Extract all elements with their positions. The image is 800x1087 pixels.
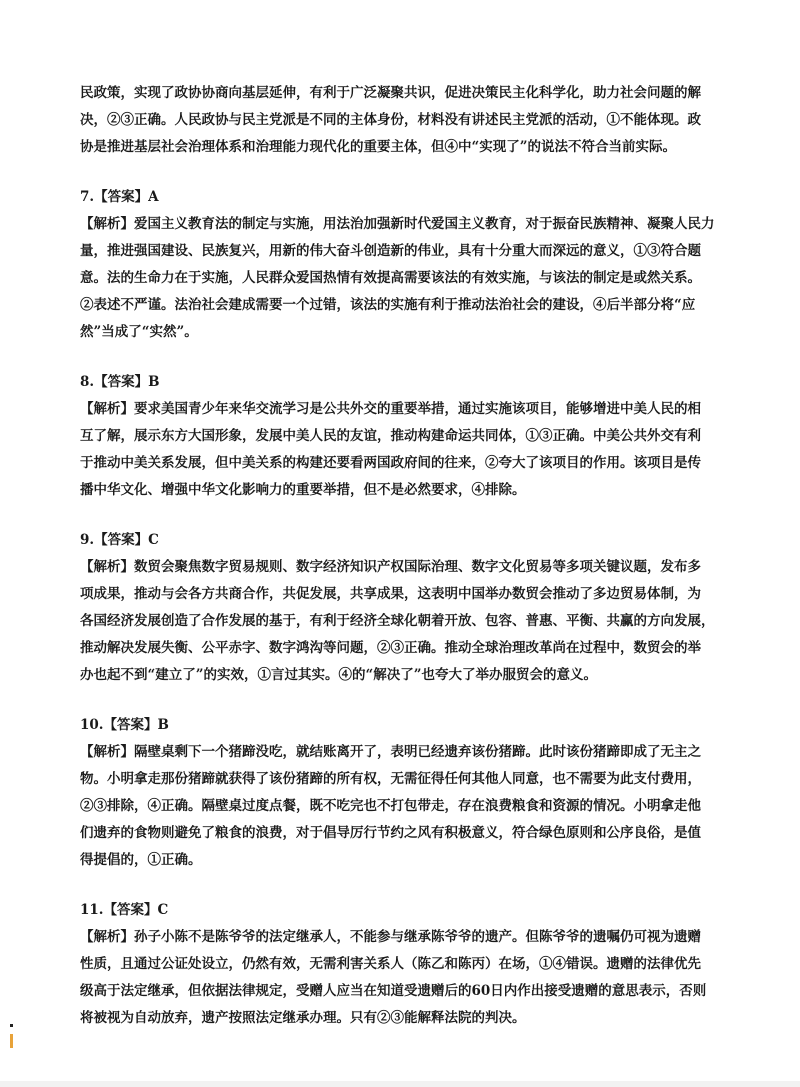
text-line: ②③排除，④正确。隔壁桌过度点餐，既不吃完也不打包带走，存在浪费粮食和资源的情况。小明拿走他: [80, 798, 701, 814]
answer-heading: 7.【答案】A: [80, 189, 159, 205]
text-line: ②表述不严谨。法治社会建成需要一个过错，该法的实施有利于推动法治社会的建设，④后半部分将“应: [80, 297, 696, 313]
answer-item-10: [80, 712, 730, 874]
text-line: 于推动中美关系发展，但中美关系的构建还要看两国政府间的往来，②夸大了该项目的作用。该项目是传: [80, 455, 701, 471]
intro-paragraph: [80, 80, 730, 161]
text-line: [80, 211, 730, 238]
text-line: 项成果，推动与会各方共商合作，共促发展，共享成果，这表明中国举办数贸会推动了多边贸易体制，为: [80, 586, 701, 602]
text-line: 各国经济发展创造了合作发展的基于，有利于经济全球化朝着开放、包容、普惠、平衡、共赢的方向发展，: [80, 613, 715, 629]
text-line-content: 爱国主义教育法的制定与实施，用法治加强新时代爱国主义教育，对于振奋民族精神、凝聚人民力: [134, 216, 715, 232]
text-line: 播中华文化、增强中华文化影响力的重要举措，但不是必然要求，④排除。: [80, 482, 526, 498]
text-line: 然”当成了“实然”。: [80, 324, 198, 340]
text-line-content: 隔壁桌剩下一个猪蹄没吃，就结账离开了，表明已经遗弃该份猪蹄。此时该份猪蹄即成了无主之: [134, 744, 701, 760]
analysis-label: 【解析】: [80, 401, 134, 417]
analysis-label: 【解析】: [80, 216, 134, 232]
text-line: 办也起不到“建立了”的实效，①言过其实。④的“解决了”也夸大了举办服贸会的意义。: [80, 667, 598, 683]
text-line: 推动解决发展失衡、公平赤字、数字鸿沟等问题，②③正确。推动全球治理改革尚在过程中，数贸会的举: [80, 640, 701, 656]
answer-heading: 9.【答案】C: [80, 532, 159, 548]
text-line: 民政策，实现了政协协商向基层延伸，有利于广泛凝聚共识，促进决策民主化科学化，助力社会问题的解: [80, 85, 701, 101]
answer-item-8: [80, 369, 730, 504]
text-line: 将被视为自动放弃，遗产按照法定继承办理。只有②③能解释法院的判决。: [80, 1010, 526, 1026]
text-line: 量，推进强国建设、民族复兴，用新的伟大奋斗创造新的伟业，具有十分重大而深远的意义，①③符合题: [80, 243, 701, 259]
text-line: [80, 396, 730, 423]
text-line: 得提倡的，①正确。: [80, 852, 202, 868]
text-line: 决，②③正确。人民政协与民主党派是不同的主体身份，材料没有讲述民主党派的活动，①不能体现。政: [80, 112, 701, 128]
text-line: 物。小明拿走那份猪蹄就获得了该份猪蹄的所有权，无需征得任何其他人同意，也不需要为此支付费用，: [80, 771, 701, 787]
text-line-content: 孙子小陈不是陈爷爷的法定继承人，不能参与继承陈爷爷的遗产。但陈爷爷的遗嘱仍可视为遗赠: [134, 929, 701, 945]
text-line: [80, 924, 730, 951]
marker-dot: [10, 1024, 13, 1027]
marker-bar: [10, 1034, 13, 1048]
answer-heading: 10.【答案】B: [80, 717, 169, 733]
text-line: 意。法的生命力在于实施，人民群众爱国热情有效提高需要该法的有效实施，与该法的制定是或然关系。: [80, 270, 701, 286]
text-line-content: 要求美国青少年来华交流学习是公共外交的重要举措，通过实施该项目，能够增进中美人民的相: [134, 401, 701, 417]
bottom-strip: [0, 1081, 800, 1087]
page-edge-marker: [10, 1024, 14, 1054]
answer-item-7: [80, 184, 730, 346]
answer-item-9: [80, 527, 730, 689]
text-line-content: 数贸会聚焦数字贸易规则、数字经济知识产权国际治理、数字文化贸易等多项关键议题，发布多: [134, 559, 701, 575]
analysis-label: 【解析】: [80, 929, 134, 945]
analysis-label: 【解析】: [80, 744, 134, 760]
text-line: [80, 554, 730, 581]
text-line: 性质，且通过公证处设立，仍然有效，无需利害关系人（陈乙和陈丙）在场，①④错误。遗赠的法律优先: [80, 956, 701, 972]
text-line: 协是推进基层社会治理体系和治理能力现代化的重要主体，但④中“实现了”的说法不符合当前实际。: [80, 139, 677, 155]
text-line: 们遗弃的食物则避免了粮食的浪费，对于倡导厉行节约之风有积极意义，符合绿色原则和公序良俗，是值: [80, 825, 701, 841]
analysis-label: 【解析】: [80, 559, 134, 575]
text-line: 级高于法定继承，但依据法律规定，受赠人应当在知道受遗赠后的60日内作出接受遗赠的意思表示，否则: [80, 983, 707, 999]
answer-heading: 11.【答案】C: [80, 902, 169, 918]
answer-item-11: [80, 897, 730, 1032]
text-line: [80, 739, 730, 766]
answer-heading: 8.【答案】B: [80, 374, 160, 390]
text-line: 互了解，展示东方大国形象，发展中美人民的友谊，推动构建命运共同体，①③正确。中美公共外交有利: [80, 428, 701, 444]
answer-content: [80, 80, 730, 1055]
